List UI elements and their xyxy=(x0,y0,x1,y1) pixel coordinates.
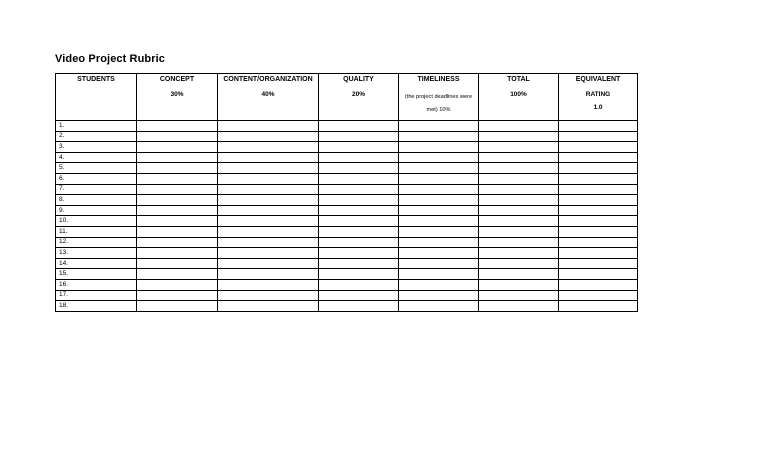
score-cell xyxy=(218,237,319,248)
score-cell xyxy=(218,226,319,237)
score-cell xyxy=(559,248,638,259)
header-content-organization-weight: 40% xyxy=(261,91,275,98)
score-cell xyxy=(319,248,399,259)
score-cell xyxy=(319,152,399,163)
row-number: 18. xyxy=(56,301,137,312)
table-row xyxy=(56,205,638,216)
row-number: 15. xyxy=(56,269,137,280)
table-row xyxy=(56,248,638,259)
score-cell xyxy=(137,205,218,216)
score-cell xyxy=(137,152,218,163)
score-cell xyxy=(559,163,638,174)
score-cell xyxy=(399,163,479,174)
score-cell xyxy=(137,290,218,301)
score-cell xyxy=(559,205,638,216)
score-cell xyxy=(137,248,218,259)
header-equivalent-value: 1.0 xyxy=(593,104,603,111)
score-cell xyxy=(319,290,399,301)
score-cell xyxy=(399,301,479,312)
header-equivalent-label: EQUIVALENT xyxy=(575,76,621,83)
score-cell xyxy=(399,142,479,153)
score-cell xyxy=(218,290,319,301)
table-row xyxy=(56,301,638,312)
score-cell xyxy=(319,121,399,132)
score-cell xyxy=(319,216,399,227)
table-row xyxy=(56,237,638,248)
score-cell xyxy=(137,226,218,237)
score-cell xyxy=(218,131,319,142)
score-cell xyxy=(137,121,218,132)
header-quality-weight: 20% xyxy=(351,91,365,98)
row-number: 9. xyxy=(56,205,137,216)
row-number: 14. xyxy=(56,258,137,269)
score-cell xyxy=(479,216,559,227)
score-cell xyxy=(137,258,218,269)
score-cell xyxy=(399,173,479,184)
score-cell xyxy=(559,279,638,290)
score-cell xyxy=(137,163,218,174)
score-cell xyxy=(218,163,319,174)
score-cell xyxy=(399,290,479,301)
score-cell xyxy=(559,226,638,237)
score-cell xyxy=(399,195,479,206)
table-row xyxy=(56,131,638,142)
header-concept-label: CONCEPT xyxy=(159,76,195,83)
score-cell xyxy=(319,131,399,142)
score-cell xyxy=(218,152,319,163)
score-cell xyxy=(319,269,399,280)
score-cell xyxy=(218,121,319,132)
score-cell xyxy=(319,279,399,290)
table-row xyxy=(56,226,638,237)
rubric-header xyxy=(56,74,638,121)
score-cell xyxy=(319,163,399,174)
document-title: Video Project Rubric xyxy=(55,53,165,65)
score-cell xyxy=(399,237,479,248)
row-number: 11. xyxy=(56,226,137,237)
score-cell xyxy=(137,142,218,153)
row-number: 13. xyxy=(56,248,137,259)
score-cell xyxy=(399,205,479,216)
score-cell xyxy=(218,258,319,269)
score-cell xyxy=(559,195,638,206)
score-cell xyxy=(319,237,399,248)
score-cell xyxy=(479,237,559,248)
score-cell xyxy=(559,131,638,142)
row-number: 2. xyxy=(56,131,137,142)
header-equivalent-rating: RATING xyxy=(585,91,611,98)
score-cell xyxy=(479,290,559,301)
score-cell xyxy=(399,279,479,290)
score-cell xyxy=(319,184,399,195)
table-row xyxy=(56,269,638,280)
score-cell xyxy=(218,279,319,290)
header-concept xyxy=(137,74,218,121)
score-cell xyxy=(137,237,218,248)
table-row xyxy=(56,216,638,227)
score-cell xyxy=(399,131,479,142)
table-row xyxy=(56,195,638,206)
score-cell xyxy=(559,142,638,153)
table-row xyxy=(56,184,638,195)
header-equivalent xyxy=(559,74,638,121)
score-cell xyxy=(479,152,559,163)
score-cell xyxy=(559,184,638,195)
rubric-body xyxy=(56,121,638,312)
score-cell xyxy=(479,258,559,269)
score-cell xyxy=(218,269,319,280)
row-number: 8. xyxy=(56,195,137,206)
score-cell xyxy=(399,184,479,195)
row-number: 4. xyxy=(56,152,137,163)
score-cell xyxy=(559,121,638,132)
header-timeliness-label: TIMELINESS xyxy=(417,76,460,83)
table-row xyxy=(56,142,638,153)
table-row xyxy=(56,152,638,163)
header-total-weight: 100% xyxy=(510,91,527,98)
table-row xyxy=(56,163,638,174)
rubric-table xyxy=(55,73,638,312)
row-number: 10. xyxy=(56,216,137,227)
score-cell xyxy=(218,142,319,153)
score-cell xyxy=(479,173,559,184)
score-cell xyxy=(399,269,479,280)
score-cell xyxy=(559,290,638,301)
row-number: 5. xyxy=(56,163,137,174)
score-cell xyxy=(479,269,559,280)
header-total-label: TOTAL xyxy=(507,76,530,83)
row-number: 17. xyxy=(56,290,137,301)
score-cell xyxy=(137,301,218,312)
score-cell xyxy=(218,205,319,216)
row-number: 3. xyxy=(56,142,137,153)
score-cell xyxy=(399,248,479,259)
score-cell xyxy=(479,248,559,259)
header-students-label: STUDENTS xyxy=(77,76,115,83)
score-cell xyxy=(559,152,638,163)
score-cell xyxy=(137,269,218,280)
score-cell xyxy=(137,184,218,195)
score-cell xyxy=(399,152,479,163)
score-cell xyxy=(137,131,218,142)
score-cell xyxy=(479,205,559,216)
score-cell xyxy=(137,216,218,227)
table-row xyxy=(56,279,638,290)
row-number: 12. xyxy=(56,237,137,248)
score-cell xyxy=(319,301,399,312)
header-quality xyxy=(319,74,399,121)
score-cell xyxy=(319,173,399,184)
score-cell xyxy=(559,237,638,248)
score-cell xyxy=(319,226,399,237)
score-cell xyxy=(559,173,638,184)
score-cell xyxy=(218,301,319,312)
score-cell xyxy=(137,195,218,206)
table-row xyxy=(56,121,638,132)
header-timeliness-weight: (the project deadlines were met) 10% xyxy=(404,94,473,113)
score-cell xyxy=(319,258,399,269)
score-cell xyxy=(218,173,319,184)
score-cell xyxy=(479,184,559,195)
score-cell xyxy=(399,216,479,227)
score-cell xyxy=(479,142,559,153)
score-cell xyxy=(479,195,559,206)
score-cell xyxy=(399,121,479,132)
header-timeliness xyxy=(399,74,479,121)
score-cell xyxy=(559,269,638,280)
score-cell xyxy=(479,121,559,132)
table-row xyxy=(56,290,638,301)
score-cell xyxy=(218,184,319,195)
score-cell xyxy=(218,216,319,227)
score-cell xyxy=(479,163,559,174)
score-cell xyxy=(479,301,559,312)
score-cell xyxy=(479,131,559,142)
table-row xyxy=(56,258,638,269)
score-cell xyxy=(319,205,399,216)
score-cell xyxy=(479,226,559,237)
score-cell xyxy=(479,279,559,290)
score-cell xyxy=(319,195,399,206)
header-total xyxy=(479,74,559,121)
score-cell xyxy=(218,248,319,259)
score-cell xyxy=(559,258,638,269)
score-cell xyxy=(559,216,638,227)
score-cell xyxy=(137,279,218,290)
header-concept-weight: 30% xyxy=(170,91,184,98)
header-row xyxy=(56,74,638,121)
score-cell xyxy=(559,301,638,312)
row-number: 1. xyxy=(56,121,137,132)
header-quality-label: QUALITY xyxy=(343,76,374,83)
score-cell xyxy=(137,173,218,184)
header-students xyxy=(56,74,137,121)
score-cell xyxy=(218,195,319,206)
header-content-organization xyxy=(218,74,319,121)
row-number: 16. xyxy=(56,279,137,290)
table-row xyxy=(56,173,638,184)
row-number: 6. xyxy=(56,173,137,184)
row-number: 7. xyxy=(56,184,137,195)
score-cell xyxy=(399,226,479,237)
score-cell xyxy=(399,258,479,269)
header-content-organization-label: CONTENT/ORGANIZATION xyxy=(223,76,313,83)
score-cell xyxy=(319,142,399,153)
